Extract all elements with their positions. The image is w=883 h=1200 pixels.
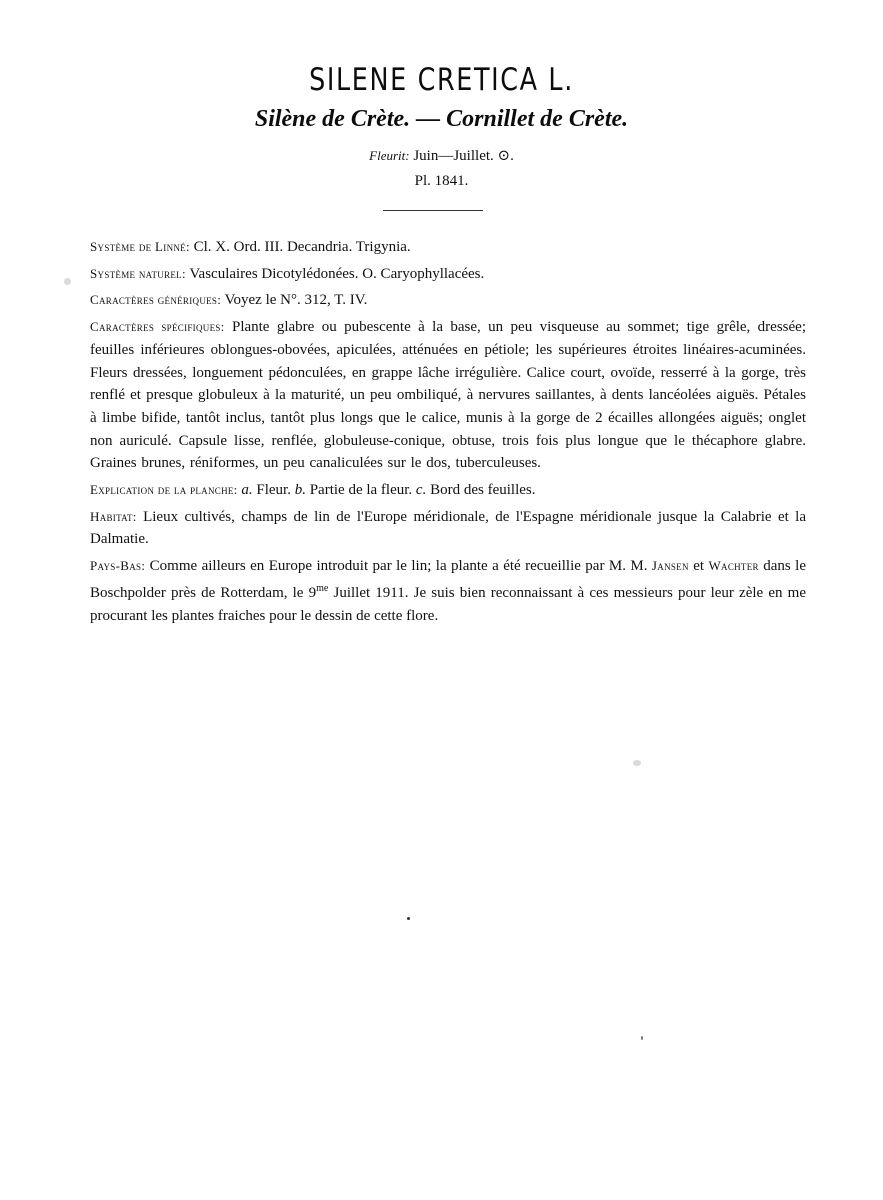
section-label: Caractères génériques: [90,292,222,308]
species-title: SILENE CRETICA L. [309,62,574,98]
section-pays-bas [90,555,806,627]
section-label: Système naturel: [90,265,186,281]
pays-bas-text: et [688,558,709,575]
section-habitat [90,506,806,551]
figure-b-text: Partie de la fleur. [305,482,416,499]
flowering-label: Fleurit: [369,148,410,163]
ordinal-suffix: me [316,582,329,594]
pays-bas-text: Juillet 1911. Je suis bien reconnaissant à ces messieurs pour leur zèle en me procurant les plantes fraiches pour le dessin de cette flore. [90,584,806,624]
section-linne [90,236,806,259]
section-text: Cl. X. Ord. III. Decandria. Trigynia. [189,239,411,255]
section-label: Système de Linné: [90,239,190,254]
section-specifiques [90,316,806,475]
flowering-line [0,146,883,165]
common-names: Silène de Crète. — Cornillet de Crète. [254,106,629,132]
section-text: Plante glabre ou pubescente à la base, un peu visqueuse au sommet; tige grêle, dressée; feuilles inférieures oblongues-obovées, apiculées, atténuées en pétiole; les supérieures étroites linéaires-acuminées. Fleurs dressées, longuement pédonculées, en grappe lâche irrégulière. Calice court, ovoïde, resserré à la gorge, très renflé et presque globuleux à la maturité, un peu ombiliqué, à nervures saillantes, à dents lancéolées aiguës. Pétales à limbe bifide, tantôt inclus, tantôt plus longs que le calice, munis à la gorge de 2 écailles allongées aiguës; onglet non auriculé. Capsule lisse, renflée, globuleuse-conique, obtuse, trois fois plus longue que le thécaphore glabre. Graines brunes, réniformes, un peu canaliculées sur le dos, tuberculeuses. [90,319,806,472]
section-generiques [90,289,806,312]
flowering-value: Juin—Juillet. ⊙. [413,148,514,164]
figure-c-text: Bord des feuilles. [426,482,536,499]
collector-name: Jansen [651,558,689,574]
section-label: Explication de la planche: [90,482,238,498]
speck [64,278,71,285]
section-naturel [90,263,806,286]
speck [407,917,410,920]
section-text: Voyez le N°. 312, T. IV. [221,292,368,309]
figure-letter-c: c. [415,482,427,499]
pays-bas-text: Comme ailleurs en Europe introduit par le lin; la plante a été recueillie par M. M. [145,558,652,575]
figure-letter-b: b. [294,482,306,499]
description-body [90,236,806,631]
figure-letter-a: a. [241,482,253,499]
figure-a-text: Fleur. [252,482,295,499]
section-label: Habitat: [90,508,137,524]
section-text: Lieux cultivés, champs de lin de l'Europe méridionale, de l'Espagne méridionale jusque la Calabrie et la Dalmatie. [90,508,806,548]
section-explication [90,479,806,502]
separator-rule [383,210,483,211]
section-text: Vasculaires Dicotylédonées. O. Caryophyllacées. [185,265,485,282]
collector-name: Wachter [708,558,759,574]
plate-number: Pl. 1841. [414,173,469,189]
speck [641,1036,643,1040]
speck [633,760,641,766]
pays-bas-text: dans le Boschpolder près de Rotterdam, le 9 [90,558,806,601]
section-label: Caractères spécifiques: [90,319,225,335]
section-label: Pays-Bas: [90,558,146,574]
